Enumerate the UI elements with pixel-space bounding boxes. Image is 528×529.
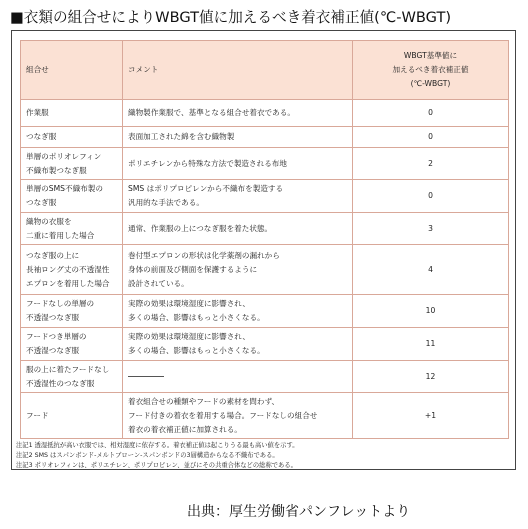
source-credit: 出典：厚生労働省パンフレットより: [187, 504, 411, 520]
comment-cell: 表面加工された綿を含む織物製: [123, 127, 353, 148]
combination-cell: 服の上に着たフードなし 不透湿性のつなぎ服: [21, 361, 123, 393]
no-comment-dash: [128, 376, 164, 377]
combination-cell: フードつき単層の 不透湿つなぎ服: [21, 328, 123, 361]
comment-cell: 織物製作業服で、基準となる組合せ着衣である。: [123, 100, 353, 127]
table-row: [21, 245, 509, 295]
comment-cell: 実際の効果は環境湿度に影響され、 多くの場合、影響はもっと小さくなる。: [123, 295, 353, 328]
correction-value-cell: +1: [353, 393, 509, 439]
comment-cell: SMS はポリプロピレンから不織布を製造する 汎用的な手法である。: [123, 180, 353, 213]
header-combination: 組合せ: [21, 41, 123, 100]
combination-cell: フードなしの単層の 不透湿つなぎ服: [21, 295, 123, 328]
comment-cell: [123, 361, 353, 393]
correction-value-cell: 4: [353, 245, 509, 295]
header-comment: コメント: [123, 41, 353, 100]
correction-value-cell: 11: [353, 328, 509, 361]
correction-value-cell: 2: [353, 148, 509, 180]
comment-cell: 巻付型エプロンの形状は化学薬剤の漏れから 身体の前面及び側面を保護するように 設計されている。: [123, 245, 353, 295]
table-row: [21, 361, 509, 393]
correction-value-cell: 0: [353, 180, 509, 213]
note-2: 注記2 SMS はスパンボンド-メルトブローン-スパンボンドの3層構造からなる不織布である。: [16, 452, 279, 459]
combination-cell: 織物の衣服を 二重に着用した場合: [21, 213, 123, 245]
note-1: 注記1 透湿抵抗が高い衣服では、相対湿度に依存する。着衣補正値は起こりうる最も高い値を示す。: [16, 442, 299, 449]
table-row: [21, 213, 509, 245]
table-row: [21, 328, 509, 361]
table-row: [21, 100, 509, 127]
comment-cell: ポリエチレンから特殊な方法で製造される布地: [123, 148, 353, 180]
combination-cell: 単層のSMS不織布製の つなぎ服: [21, 180, 123, 213]
combination-cell: つなぎ服: [21, 127, 123, 148]
table-row: [21, 148, 509, 180]
combination-cell: つなぎ服の上に 長袖ロング丈の不透湿性 エプロンを着用した場合: [21, 245, 123, 295]
combination-cell: フード: [21, 393, 123, 439]
note-3: 注記3 ポリオレフィンは、ポリエチレン、ポリプロピレン、並びにその共重合体などの総称である。: [16, 462, 297, 469]
table-row: [21, 127, 509, 148]
correction-value-cell: 12: [353, 361, 509, 393]
comment-cell: 着衣組合せの種類やフードの素材を問わず、 フード付きの着衣を着用する場合。フードなしの組合せ 着衣の着衣補正値に加算される。: [123, 393, 353, 439]
comment-cell: 実際の効果は環境湿度に影響され、 多くの場合、影響はもっと小さくなる。: [123, 328, 353, 361]
correction-value-cell: 0: [353, 100, 509, 127]
correction-value-cell: 3: [353, 213, 509, 245]
table-frame: [11, 30, 516, 470]
comment-cell: 通常、作業服の上につなぎ服を着た状態。: [123, 213, 353, 245]
header-value: WBGT基準値に 加えるべき着衣補正値 (℃-WBGT): [353, 41, 509, 100]
table-row: [21, 180, 509, 213]
page-title: ■衣類の組合せによりWBGT値に加えるべき着衣補正値(℃-WBGT): [10, 9, 452, 26]
table-notes: [16, 441, 299, 471]
correction-value-cell: 10: [353, 295, 509, 328]
combination-cell: 単層のポリオレフィン 不織布製つなぎ服: [21, 148, 123, 180]
combination-cell: 作業服: [21, 100, 123, 127]
correction-value-cell: 0: [353, 127, 509, 148]
table-row: [21, 295, 509, 328]
clothing-correction-table: [20, 40, 509, 439]
table-row: [21, 393, 509, 439]
table-header-row: [21, 41, 509, 100]
